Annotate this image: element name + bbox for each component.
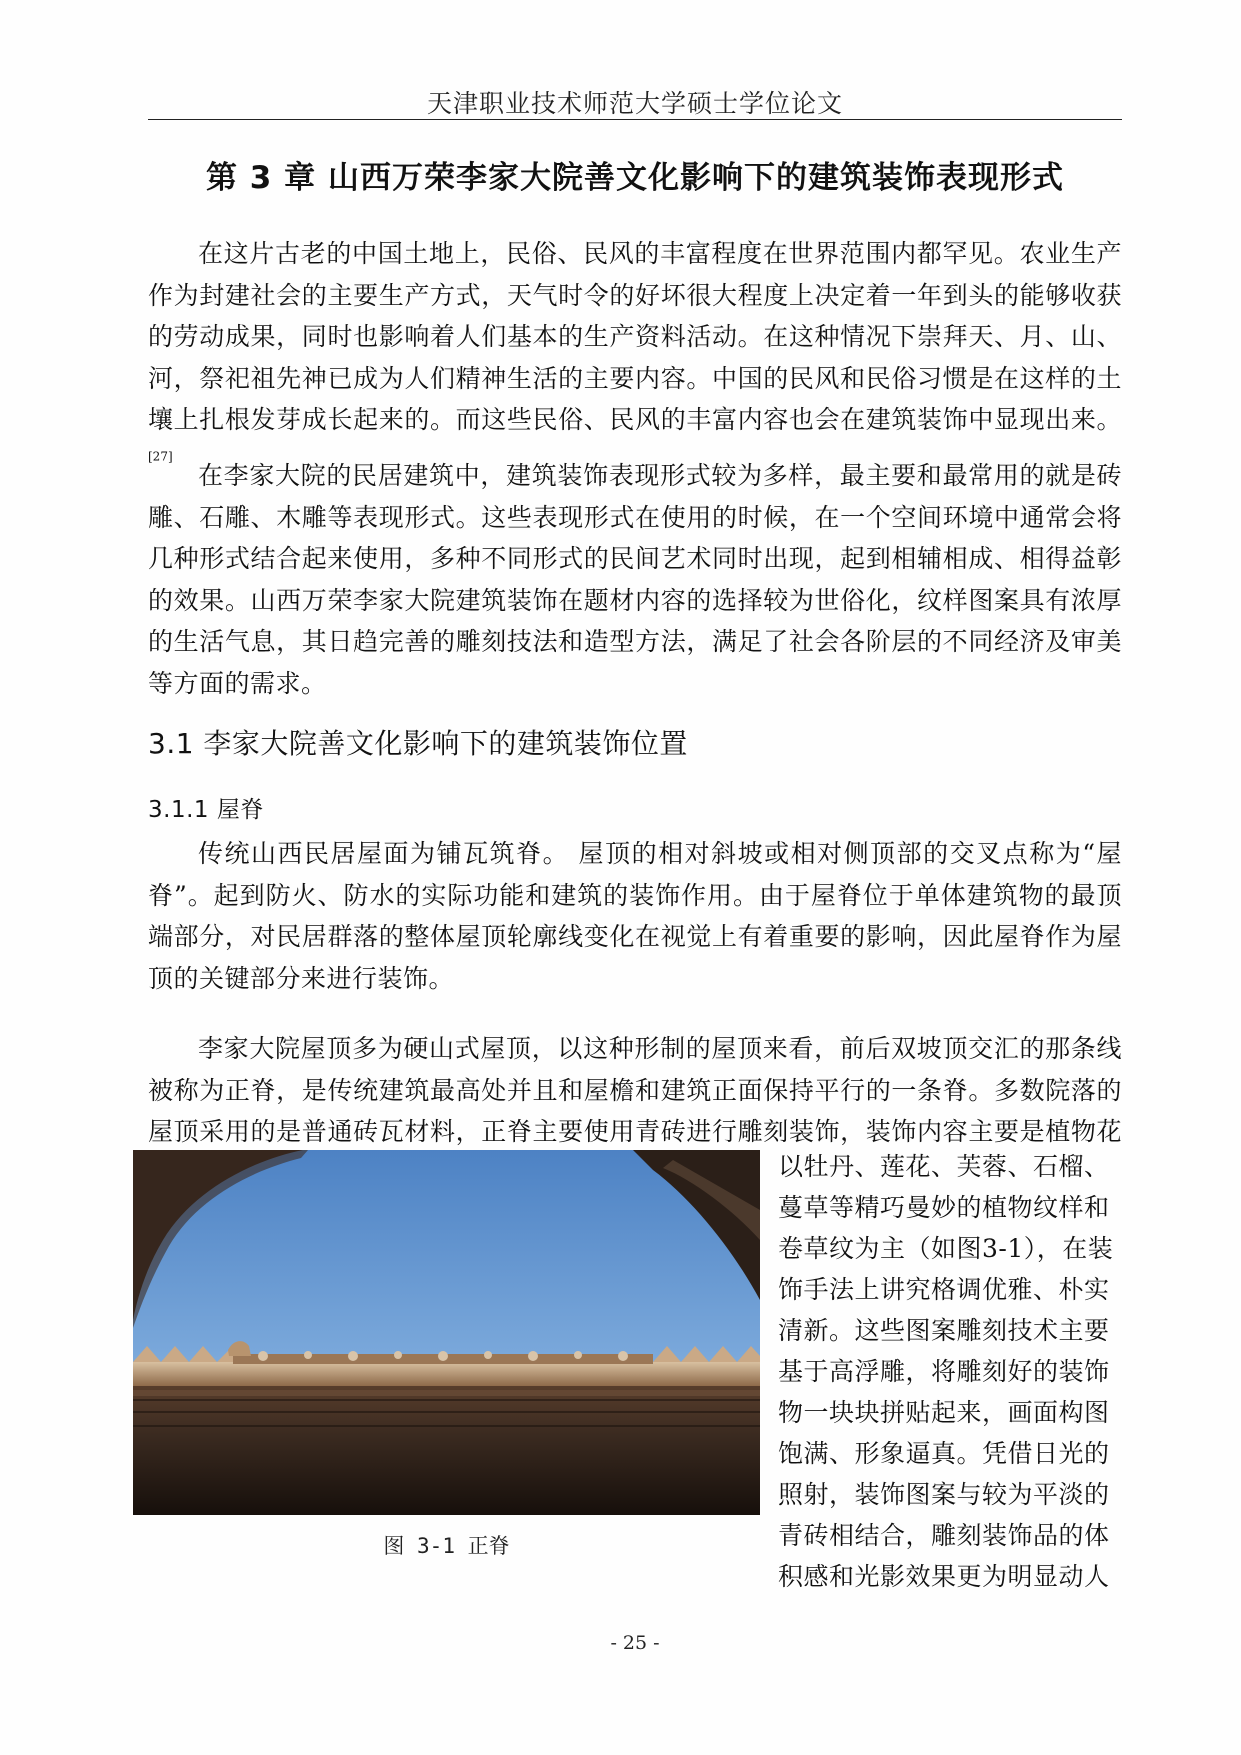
figure-roof-ridge-photo [133,1150,760,1515]
side-line: 清新。这些图案雕刻技术主要 [778,1316,1110,1345]
side-line: 物一块块拼贴起来，画面构图 [778,1398,1110,1427]
paragraph-3: 传统山西民居屋面为铺瓦筑脊。 屋顶的相对斜坡或相对侧顶部的交叉点称为“屋脊”。起到防火、防水的实际功能和建筑的装饰作用。由于屋脊位于单体建筑物的最顶端部分，对民居群落的整体屋顶轮廓线变化在视觉上有着重要的影响，因此屋脊作为屋顶的关键部分来进行装饰。 [148,839,1122,993]
roof-ridge-image [133,1150,760,1515]
side-line: 以牡丹、莲花、芙蓉、石榴、 [778,1152,1110,1181]
side-line: 照射，装饰图案与较为平淡的 [778,1480,1110,1509]
paragraph-2: 在李家大院的民居建筑中，建筑装饰表现形式较为多样，最主要和最常用的就是砖雕、石雕、木雕等表现形式。这些表现形式在使用的时候，在一个空间环境中通常会将几种形式结合起来使用，多种不同形式的民间艺术同时出现，起到相辅相成、相得益彰的效果。山西万荣李家大院建筑装饰在题材内容的选择较为世俗化，纹样图案具有浓厚的生活气息，其日趋完善的雕刻技法和造型方法，满足了社会各阶层的不同经济及审美等方面的需求。 [148,461,1122,698]
paragraph-1 [148,233,1122,482]
side-line: 饱满、形象逼真。凭借日光的 [778,1439,1110,1468]
side-line: 卷草纹为主（如图3-1），在装 [778,1234,1114,1263]
paragraph-1-text: 在这片古老的中国土地上，民俗、民风的丰富程度在世界范围内都罕见。农业生产作为封建社会的主要生产方式，天气时令的好坏很大程度上决定着一年到头的能够收获的劳动成果，同时也影响着人们基本的生产资料活动。在这种情况下崇拜天、月、山、河，祭祀祖先神已成为人们精神生活的主要内容。中国的民风和民俗习惯是在这样的土壤上扎根发芽成长起来的。而这些民俗、民风的丰富内容也会在建筑装饰中显现出来。 [148,239,1122,434]
running-header: 天津职业技术师范大学硕士学位论文 [426,89,843,118]
paragraph-4: 李家大院屋顶多为硬山式屋顶，以这种形制的屋顶来看，前后双坡顶交汇的那条线被称为正脊，是传统建筑最高处并且和屋檐和建筑正面保持平行的一条脊。多数院落的屋顶采用的是普通砖瓦材料，正脊主要使用青砖进行雕刻装饰，装饰内容主要是植物花 [148,1034,1122,1146]
side-line: 饰手法上讲究格调优雅、朴实 [778,1275,1110,1304]
chapter-title: 第 3 章 山西万荣李家大院善文化影响下的建筑装饰表现形式 [206,160,1064,196]
subsection-heading: 3.1.1 屋脊 [148,797,264,823]
section-heading: 3.1 李家大院善文化影响下的建筑装饰位置 [148,727,688,760]
citation-ref[interactable]: [27] [148,449,173,464]
header-rule [148,119,1122,120]
side-line: 蔓草等精巧曼妙的植物纹样和 [778,1193,1110,1222]
wrapped-text-column [778,1146,1118,1597]
side-line: 青砖相结合，雕刻装饰品的体 [778,1521,1110,1550]
side-line: 基于高浮雕，将雕刻好的装饰 [778,1357,1110,1386]
page-number: - 25 - [610,1632,660,1654]
figure-caption: 图 3-1 正脊 [383,1534,510,1558]
side-line: 积感和光影效果更为明显动人 [778,1562,1110,1591]
